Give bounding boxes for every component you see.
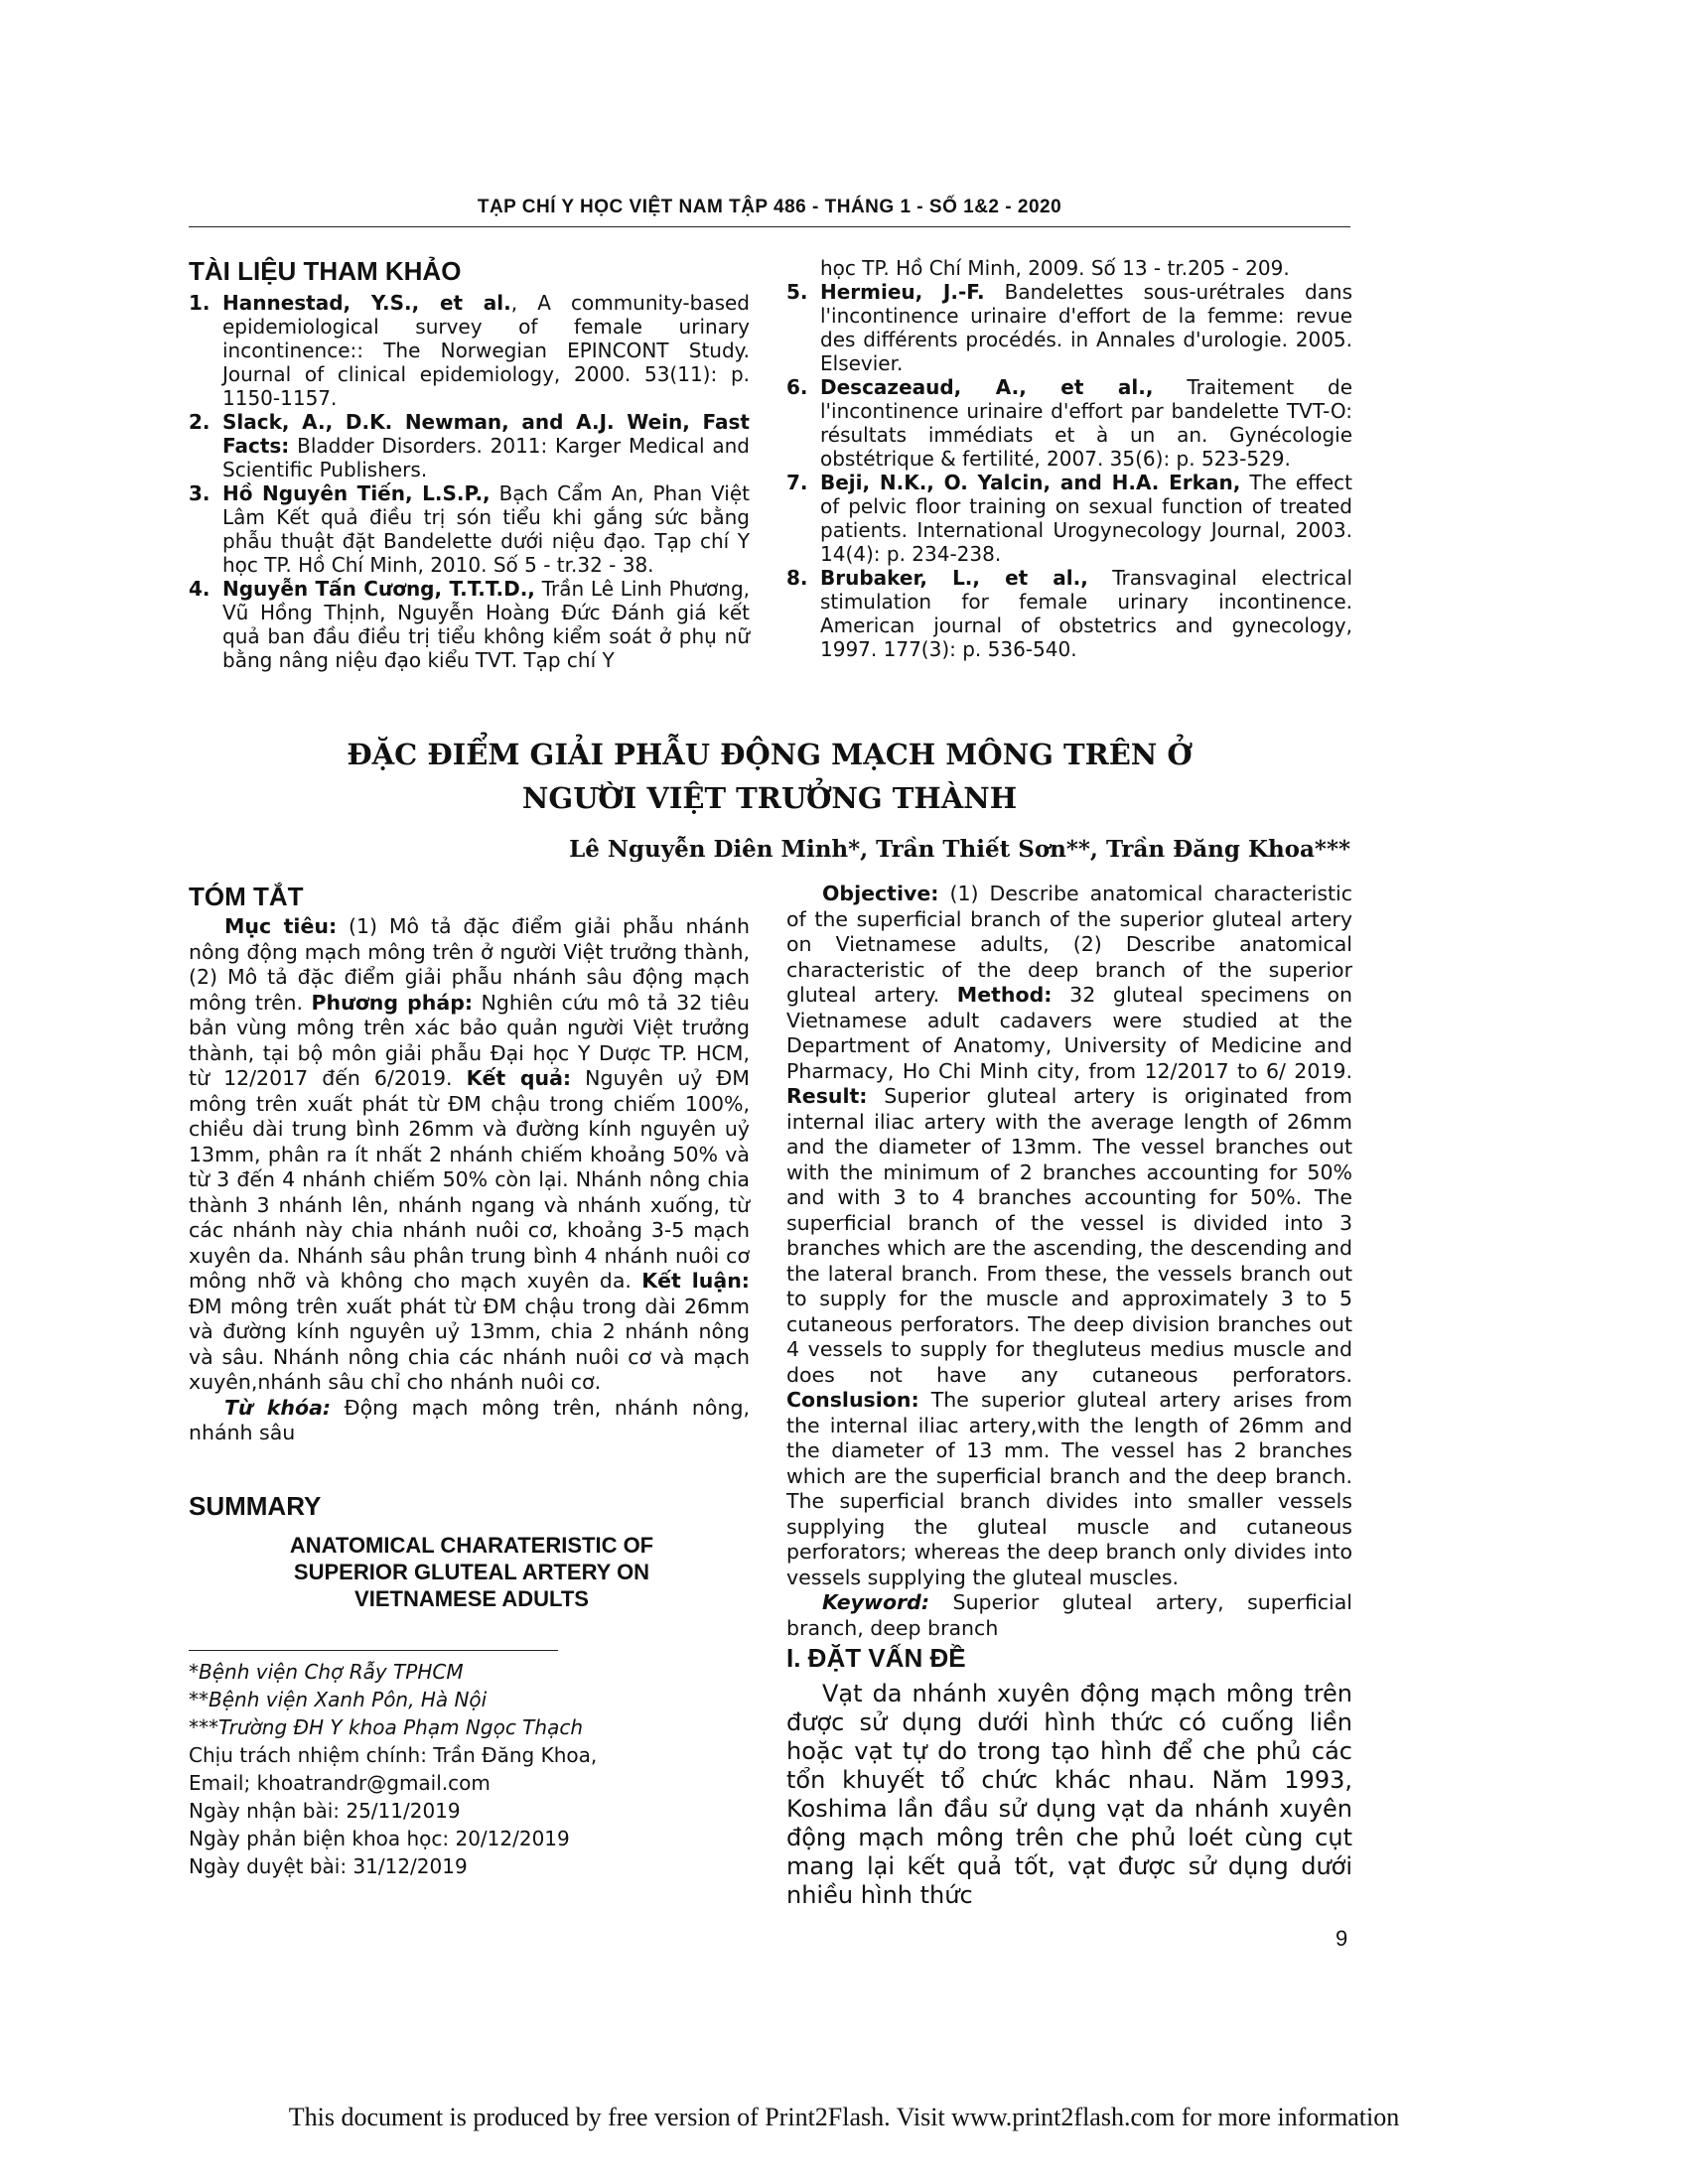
reference-number: 3. xyxy=(189,481,211,505)
reference-authors: Hồ Nguyên Tiến, L.S.P., xyxy=(222,481,491,505)
references-right xyxy=(786,256,1352,661)
reference-number: 4. xyxy=(189,577,211,601)
reference-text: Trần Lê Linh Phương, Vũ Hồng Thịnh, Nguyễn Hoàng Đức Đánh giá kết quả ban đầu điều trị tiểu không kiểm soát ở phụ nữ bằng nâng niệu đạo kiểu TVT. Tạp chí Y xyxy=(222,577,750,672)
reference-body xyxy=(222,291,750,410)
reference-list-right xyxy=(786,280,1352,661)
footnote-affiliation-2: **Bệnh viện Xanh Pôn, Hà Nội xyxy=(189,1688,488,1711)
article-title-line1: ĐẶC ĐIỂM GIẢI PHẪU ĐỘNG MẠCH MÔNG TRÊN Ở xyxy=(347,738,1193,771)
reference-number: 1. xyxy=(189,291,211,315)
reference-body xyxy=(222,577,750,672)
intro-title: I. ĐẶT VẤN ĐỀ xyxy=(786,1643,966,1673)
reference-body xyxy=(222,481,750,577)
abstract-en-keywords: Keyword: Superior gluteal artery, superficial branch, deep branch xyxy=(786,1590,1352,1640)
reference-text: Bạch Cẩm An, Phan Việt Lâm Kết quả điều trị són tiểu khi gắng sức bằng phẫu thuật đặt Bandelette dưới niệu đạo. Tạp chí Y học TP. Hồ Chí Minh, 2010. Số 5 - tr.32 - 38. xyxy=(222,481,750,577)
reference-authors: Slack, A., D.K. Newman, and A.J. Wein, Fast Facts: xyxy=(222,410,750,458)
reference-text: , A community-based epidemiological survey of female urinary incontinence:: The Norwegian EPINCONT Study. Journal of clinical epidemiology, 2000. 53(11): p. 1150-1157. xyxy=(222,291,751,410)
footnote-received: Ngày nhận bài: 25/11/2019 xyxy=(189,1799,461,1823)
reference-text: Bladder Disorders. 2011: Karger Medical and Scientific Publishers. xyxy=(222,434,750,481)
reference-authors: Brubaker, L., et al., xyxy=(820,566,1088,590)
article-title-line2: NGƯỜI VIỆT TRƯỞNG THÀNH xyxy=(521,781,1018,815)
method-label: Phương pháp: xyxy=(311,990,474,1015)
summary-title: SUMMARY xyxy=(189,1491,322,1521)
objective-label: Mục tiêu: xyxy=(224,914,338,938)
reference-item xyxy=(189,291,750,410)
journal-header: TẠP CHÍ Y HỌC VIỆT NAM TẬP 486 - THÁNG 1 - SỐ 1&2 - 2020 xyxy=(477,197,1062,217)
summary-section xyxy=(189,1491,750,1522)
page-number: 9 xyxy=(1336,1926,1348,1951)
reference-item xyxy=(786,375,1352,471)
reference-authors: Hermieu, J.-F. xyxy=(820,280,985,304)
article-authors: Lê Nguyễn Diên Minh*, Trần Thiết Sơn**, Trần Đăng Khoa*** xyxy=(569,836,1350,863)
reference-number: 2. xyxy=(189,410,211,434)
abstract-vi-body: Mục tiêu: (1) Mô tả đặc điểm giải phẫu nhánh nông động mạch mông trên ở người Việt trưởng thành, (2) Mô tả đặc điểm giải phẫu nhánh sâu động mạch mông trên. Phương pháp: Nghiên cứu mô tả 32 tiêu bản vùng mông trên xác bảo quản người Việt trưởng thành, tại bộ môn giải phẫu Đại học Y Dược TP. HCM, từ 12/2017 đến 6/2019. Kết quả: Nguyên uỷ ĐM mông trên xuất phát từ ĐM chậu trong chiếm 100%, chiều dài trung bình 26mm và đường kính nguyên uỷ 13mm, phân ra ít nhất 2 nhánh chiếm khoảng 50% và từ 3 đến 4 nhánh chiếm 50% còn lại. Nhánh nông chia thành 3 nhánh lên, nhánh ngang và nhánh xuống, từ các nhánh này chia nhánh nuôi cơ, khoảng 3-5 mạch xuyên da. Nhánh sâu phân trung bình 4 nhánh nuôi cơ mông nhỡ và không cho mạch xuyên da. Kết luận: ĐM mông trên xuất phát từ ĐM chậu trong dài 26mm và đường kính nguyên uỷ 13mm, chia 2 nhánh nông và sâu. Nhánh nông chia các nhánh nuôi cơ và mạch xuyên,nhánh sâu chỉ cho nhánh nuôi cơ. xyxy=(189,914,751,1394)
summary-subtitle: ANATOMICAL CHARATERISTIC OF SUPERIOR GLUTEAL ARTERY ON VIETNAMESE ADULTS xyxy=(289,1533,654,1611)
result-label: Kết quả: xyxy=(466,1066,572,1090)
references-title: TÀI LIỆU THAM KHẢO xyxy=(189,256,462,286)
reference-number: 5. xyxy=(786,280,808,304)
reference-body xyxy=(222,410,750,481)
intro-text: Vạt da nhánh xuyên động mạch mông trên được sử dụng dưới hình thức có cuống liền hoặc vạt tự do trong tạo hình để che phủ các tổn khuyết tổ chức khác nhau. Năm 1993, Koshima lần đầu sử dụng vạt da nhánh xuyên động mạch mông trên che phủ loét cùng cụt mang lại kết quả tốt, vạt được sử dụng dưới nhiều hình thức xyxy=(786,1680,1352,1909)
abstract-en xyxy=(786,882,1352,1641)
reference-continuation: học TP. Hồ Chí Minh, 2009. Số 13 - tr.205 - 209. xyxy=(820,256,1290,280)
print2flash-watermark: This document is produced by free version of Print2Flash. Visit www.print2flash.com for more information xyxy=(288,2103,1400,2131)
footnote-affiliation-3: ***Trường ĐH Y khoa Phạm Ngọc Thạch xyxy=(189,1715,584,1739)
reference-text: The effect of pelvic floor training on sexual function of treated patients. International Urogynecology Journal, 2003. 14(4): p. 234-238. xyxy=(820,471,1352,566)
reference-number: 7. xyxy=(786,471,808,494)
footnotes xyxy=(189,1658,750,1880)
reference-number: 6. xyxy=(786,375,808,399)
reference-number: 8. xyxy=(786,566,808,590)
article-title xyxy=(189,733,1350,820)
footnote-affiliation-1: *Bệnh viện Chợ Rẫy TPHCM xyxy=(189,1660,464,1684)
footnote-email: Email; khoatrandr@gmail.com xyxy=(189,1771,491,1795)
reference-list-left xyxy=(189,291,750,672)
reference-item xyxy=(189,481,750,577)
abstract-vi-title: TÓM TẮT xyxy=(189,882,304,911)
footnote-corresponding: Chịu trách nhiệm chính: Trần Đăng Khoa, xyxy=(189,1743,598,1767)
reference-text: Transvaginal electrical stimulation for female urinary incontinence. American journal of obstetrics and gynecology, 1997. 177(3): p. 536-540. xyxy=(820,566,1352,661)
reference-authors: Hannestad, Y.S., et al. xyxy=(222,291,511,315)
footnote-reviewed: Ngày phản biện khoa học: 20/12/2019 xyxy=(189,1827,570,1850)
reference-authors: Beji, N.K., O. Yalcin, and H.A. Erkan, xyxy=(820,471,1241,494)
reference-item xyxy=(786,280,1352,375)
reference-authors: Descazeaud, A., et al., xyxy=(820,375,1154,399)
reference-item xyxy=(786,471,1352,566)
reference-text: Bandelettes sous-urétrales dans l'incontinence urinaire d'effort de la femme: revue des différents procédés. in Annales d'urologie. 2005. Elsevier. xyxy=(820,280,1353,375)
abstract-vi xyxy=(189,882,750,1446)
footnote-rule xyxy=(189,1650,558,1651)
reference-body xyxy=(820,471,1352,566)
intro-section xyxy=(786,1643,1352,1910)
reference-authors: Nguyễn Tấn Cương, T.T.T.D., xyxy=(222,577,535,601)
reference-body xyxy=(820,375,1352,471)
abstract-vi-keywords: Từ khóa: Động mạch mông trên, nhánh nông, nhánh sâu xyxy=(189,1395,750,1444)
reference-item xyxy=(786,566,1352,661)
reference-item xyxy=(189,577,750,672)
footnote-accepted: Ngày duyệt bài: 31/12/2019 xyxy=(189,1854,468,1878)
header-rule xyxy=(189,226,1350,227)
reference-item xyxy=(189,410,750,481)
conclusion-label: Kết luận: xyxy=(641,1269,750,1293)
reference-body xyxy=(820,566,1352,661)
references-left xyxy=(189,256,750,672)
abstract-en-body: Objective: (1) Describe anatomical characteristic of the superficial branch of the superior gluteal artery on Vietnamese adults, (2) Describe anatomical characteristic of the deep branch of the superior gluteal artery. Method: 32 gluteal specimens on Vietnamese adult cadavers were studied at the Department of Anatomy, University of Medicine and Pharmacy, Ho Chi Minh city, from 12/2017 to 6/ 2019. Result: Superior gluteal artery is originated from internal iliac artery with the average length of 26mm and the diameter of 13mm. The vessel branches out with the minimum of 2 branches accounting for 50% and with 3 to 4 branches accounting for 50%. The superficial branch of the vessel is divided into 3 branches which are the ascending, the descending and the lateral branch. From these, the vessels branch out to supply for the muscle and approximately 3 to 5 cutaneous perforators. The deep division branches out 4 vessels to supply for thegluteus medius muscle and does not have any cutaneous perforators. Conslusion: The superior gluteal artery arises from the internal iliac artery,with the length of 26mm and the diameter of 13 mm. The vessel has 2 branches which are the superficial branch and the deep branch. The superficial branch divides into smaller vessels supplying the gluteal muscle and cutaneous perforators; whereas the deep branch only divides into vessels supplying the gluteal muscles. xyxy=(786,882,1352,1589)
reference-body xyxy=(820,280,1352,375)
reference-text: Traitement de l'incontinence urinaire d'effort par bandelette TVT-O: résultats immédiats et à un an. Gynécologie obstétrique & fertilité, 2007. 35(6): p. 523-529. xyxy=(820,375,1352,471)
